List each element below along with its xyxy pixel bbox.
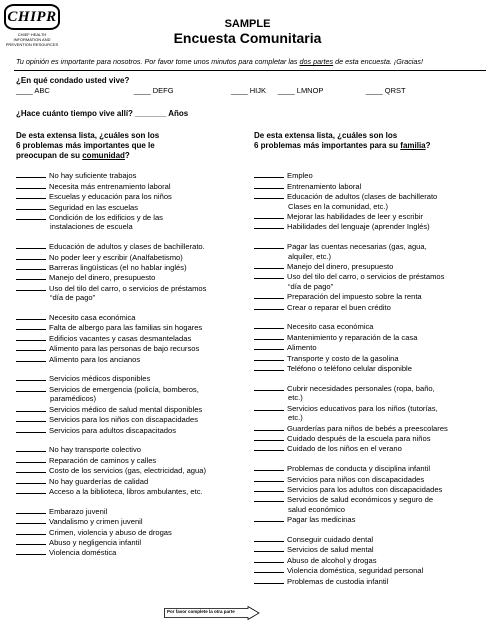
checklist-item-label: Costo de los servicios (gas, electricidad, agua): [49, 466, 207, 476]
community-checklist-item: [16, 322, 246, 332]
family-checklist-item: [254, 494, 484, 504]
family-heading-line1: De esta extensa lista, ¿cuáles son los: [254, 131, 398, 140]
checklist-item-label: Mejorar las habilidades de leer y escribir: [287, 212, 423, 222]
answer-blank[interactable]: [254, 261, 284, 269]
family-checklist-item: [254, 181, 484, 191]
logo-subtitle: CHIEF HEALTH INFORMATION AND PREVENTION RESOURCES: [5, 32, 59, 47]
checklist-item-label: salud económico: [288, 504, 345, 514]
family-checklist-item: [254, 534, 484, 544]
family-heading-line2: [254, 141, 484, 151]
community-checklist-item: [16, 465, 246, 475]
answer-blank[interactable]: [254, 433, 284, 441]
answer-blank[interactable]: [254, 555, 284, 563]
family-checklist-item: [254, 271, 484, 281]
answer-blank[interactable]: [16, 414, 46, 422]
answer-blank[interactable]: [16, 506, 46, 514]
community-checklist-item: [16, 547, 246, 557]
community-checklist-item: [16, 404, 246, 414]
community-checklist-item: [16, 312, 246, 322]
checklist-item-label: Condición de los edificios y de las: [49, 213, 163, 223]
checklist-item-label: etc.): [288, 393, 303, 403]
community-checklist-item: [16, 455, 246, 465]
answer-blank[interactable]: [254, 170, 284, 178]
checklist-item-label: Educación de adultos (clases de bachillerato: [287, 192, 438, 202]
answer-blank[interactable]: [254, 271, 284, 279]
answer-blank[interactable]: [16, 181, 46, 189]
group-spacer: [254, 312, 484, 321]
years-question: ¿Hace cuánto tiempo vive allí? _______ Años: [16, 109, 189, 118]
group-spacer: [254, 232, 484, 241]
answer-blank[interactable]: [16, 202, 46, 210]
answer-blank[interactable]: [254, 321, 284, 329]
checklist-item-label: Abuso de alcohol y drogas: [287, 555, 377, 565]
checklist-item-label: Abuso y negligencia infantil: [49, 537, 142, 547]
answer-blank[interactable]: [254, 291, 284, 299]
family-checklist-item: [254, 565, 484, 575]
checklist-item-label: instalaciones de escuela: [50, 222, 133, 232]
community-checklist-item: [16, 241, 246, 251]
answer-blank[interactable]: [254, 484, 284, 492]
checklist-item-label: Servicios médicos disponibles: [49, 374, 151, 384]
checklist-item-label: “día de pago”: [50, 293, 96, 303]
checklist-item-continuation: [16, 222, 246, 231]
community-heading-line2: 6 problemas más importantes que le: [16, 141, 155, 150]
group-spacer: [16, 303, 246, 312]
checklist-item-label: Falta de albergo para las familias sin hogares: [49, 323, 203, 333]
community-checklist-item: [16, 343, 246, 353]
family-checklist-item: [254, 321, 484, 331]
checklist-item-label: Servicios para niños con discapacidades: [287, 474, 425, 484]
checklist-item-label: Necesito casa económica: [49, 313, 136, 323]
answer-blank[interactable]: [16, 262, 46, 270]
checklist-item-label: Embarazo juvenil: [49, 506, 108, 516]
community-heading-pre: preocupan de su: [16, 151, 83, 160]
family-checklist-item: [254, 302, 484, 312]
sample-label: SAMPLE: [224, 18, 271, 30]
community-checklist-item: [16, 202, 246, 212]
checklist-item-label: Pagar las medicinas: [287, 515, 356, 525]
checklist-item-label: Servicios educativos para los niños (tutorías,: [287, 403, 438, 413]
answer-blank[interactable]: [16, 252, 46, 260]
checklist-item-label: Uso del tilo del carro, o servicios de préstamos: [49, 283, 207, 293]
county-option-abc[interactable]: ____ ABC: [16, 86, 50, 95]
community-checklist-item: [16, 212, 246, 222]
checklist-item-label: Servicios de salud económicos y seguro de: [287, 495, 434, 505]
community-checklist-item: [16, 191, 246, 201]
community-checklist-item: [16, 333, 246, 343]
answer-blank[interactable]: [254, 494, 284, 502]
checklist-item-label: Barreras lingüísticas (el no hablar inglés): [49, 263, 187, 273]
community-column: [16, 131, 246, 558]
family-checklist-item: [254, 261, 484, 271]
checklist-item-label: Alimento: [287, 343, 317, 353]
family-checklist-item: [254, 576, 484, 586]
community-checklist-item: [16, 181, 246, 191]
group-spacer: [254, 161, 484, 170]
checklist-item-label: Manejo del dinero, presupuesto: [49, 273, 156, 283]
turn-page-arrow: [164, 606, 260, 620]
checklist-item-continuation: [254, 413, 484, 422]
community-heading-underlined: comunidad: [82, 151, 125, 160]
group-spacer: [16, 496, 246, 505]
group-spacer: [254, 525, 484, 534]
answer-blank[interactable]: [254, 353, 284, 361]
county-question: ¿En qué condado usted vive?: [16, 76, 130, 85]
turn-page-text: Por favor complete la otra parte: [167, 609, 235, 614]
family-checklist-item: [254, 241, 484, 251]
family-heading-pre: 6 problemas más importantes para su: [254, 141, 401, 150]
answer-blank[interactable]: [16, 373, 46, 381]
group-spacer: [16, 161, 246, 170]
community-checklist-item: [16, 516, 246, 526]
checklist-item-label: “día de pago”: [288, 281, 334, 291]
checklist-item-label: Necesita más entrenamiento laboral: [49, 181, 171, 191]
answer-blank[interactable]: [16, 272, 46, 280]
answer-blank[interactable]: [16, 527, 46, 535]
checklist-item-label: Alimento para los ancianos: [49, 354, 141, 364]
answer-blank[interactable]: [16, 425, 46, 433]
answer-blank[interactable]: [16, 384, 46, 392]
checklist-item-continuation: [254, 202, 484, 211]
answer-blank[interactable]: [254, 474, 284, 482]
checklist-item-label: Cuidado después de la escuela para niños: [287, 433, 431, 443]
checklist-item-continuation: [16, 293, 246, 302]
checklist-item-label: Vandalismo y crimen juvenil: [49, 517, 143, 527]
family-checklist-item: [254, 342, 484, 352]
checklist-item-label: Educación de adultos y clases de bachillerato.: [49, 242, 205, 252]
checklist-item-label: Violencia doméstica: [49, 548, 117, 558]
checklist-item-continuation: [254, 252, 484, 261]
family-checklist-item: [254, 353, 484, 363]
checklist-item-label: Servicios médico de salud mental disponibles: [49, 404, 203, 414]
checklist-item-label: No hay guarderías de calidad: [49, 476, 149, 486]
family-checklist-item: [254, 433, 484, 443]
checklist-item-label: Empleo: [287, 171, 313, 181]
checklist-item-label: Uso del tilo del carro, o servicios de préstamos: [287, 272, 445, 282]
checklist-item-label: No poder leer y escribir (Analfabetismo): [49, 252, 183, 262]
checklist-item-continuation: [254, 282, 484, 291]
answer-blank[interactable]: [16, 537, 46, 545]
answer-blank[interactable]: [254, 332, 284, 340]
community-checklist-item: [16, 170, 246, 180]
answer-blank[interactable]: [254, 241, 284, 249]
group-spacer: [16, 232, 246, 241]
family-checklist-item: [254, 544, 484, 554]
community-checklist-item: [16, 283, 246, 293]
checklist-item-label: Edificios vacantes y casas desmanteladas: [49, 333, 192, 343]
answer-blank[interactable]: [16, 404, 46, 412]
checklist-item-label: Habilidades del lenguaje (aprender Inglés): [287, 222, 430, 232]
community-checklist-item: [16, 425, 246, 435]
intro-underlined: dos partes: [299, 57, 334, 66]
checklist-item-label: Alimento para las personas de bajo recursos: [49, 344, 200, 354]
community-heading-post: ?: [124, 151, 130, 160]
county-option-hijk[interactable]: ____ HIJK: [231, 86, 267, 95]
answer-blank[interactable]: [16, 476, 46, 484]
checklist-item-label: No hay suficiente trabajos: [49, 171, 137, 181]
group-spacer: [16, 435, 246, 444]
community-checklist-item: [16, 537, 246, 547]
county-option-defg[interactable]: ____ DEFG: [134, 86, 174, 95]
checklist-item-label: Conseguir cuidado dental: [287, 534, 374, 544]
checklist-item-label: Servicios de emergencia (policía, bomberos,: [49, 384, 199, 394]
checklist-item-label: paramédicos): [50, 394, 97, 404]
checklist-item-label: Pagar las cuentas necesarias (gas, agua,: [287, 242, 427, 252]
community-checklist-item: [16, 354, 246, 364]
family-checklist-item: [254, 474, 484, 484]
community-checklist-item: [16, 414, 246, 424]
family-checklist-item: [254, 403, 484, 413]
answer-blank[interactable]: [254, 342, 284, 350]
checklist-item-label: Cubrir necesidades personales (ropa, baño,: [287, 383, 435, 393]
checklist-item-label: Problemas de custodia infantil: [287, 576, 389, 586]
answer-blank[interactable]: [16, 333, 46, 341]
checklist-item-label: Escuelas y educación para los niños: [49, 192, 172, 202]
answer-blank[interactable]: [254, 544, 284, 552]
answer-blank[interactable]: [16, 354, 46, 362]
family-checklist-item: [254, 555, 484, 565]
checklist-item-label: Preparación del impuesto sobre la renta: [287, 292, 422, 302]
answer-blank[interactable]: [16, 343, 46, 351]
answer-blank[interactable]: [254, 211, 284, 219]
group-spacer: [16, 364, 246, 373]
answer-blank[interactable]: [16, 283, 46, 291]
checklist-item-continuation: [254, 393, 484, 402]
community-checklist-item: [16, 272, 246, 282]
family-checklist-item: [254, 463, 484, 473]
county-option-qrst[interactable]: ____ QRST: [366, 86, 406, 95]
family-heading: [254, 131, 484, 161]
community-heading: [16, 131, 246, 161]
answer-blank[interactable]: [16, 444, 46, 452]
checklist-item-label: Servicios para los adultos con discapacidades: [287, 484, 443, 494]
answer-blank[interactable]: [16, 455, 46, 463]
answer-blank[interactable]: [254, 221, 284, 229]
answer-blank[interactable]: [254, 181, 284, 189]
answer-blank[interactable]: [254, 403, 284, 411]
answer-blank[interactable]: [16, 547, 46, 555]
checklist-item-continuation: [254, 505, 484, 514]
checklist-item-label: Seguridad en las escuelas: [49, 202, 139, 212]
answer-blank[interactable]: [254, 423, 284, 431]
answer-blank[interactable]: [254, 534, 284, 542]
checklist-item-label: Guarderías para niños de bebés a preescolares: [287, 423, 448, 433]
answer-blank[interactable]: [254, 576, 284, 584]
community-heading-line1: De esta extensa lista, ¿cuáles son los: [16, 131, 160, 140]
group-spacer: [254, 454, 484, 463]
checklist-item-label: Entrenamiento laboral: [287, 181, 362, 191]
family-checklist-item: [254, 363, 484, 373]
checklist-item-label: Crimen, violencia y abuso de drogas: [49, 527, 172, 537]
checklist-item-label: etc.): [288, 413, 303, 423]
family-checklist-item: [254, 514, 484, 524]
answer-blank[interactable]: [254, 363, 284, 371]
community-checklist-item: [16, 262, 246, 272]
answer-blank[interactable]: [16, 516, 46, 524]
checklist-item-label: Transporte y costo de la gasolina: [287, 353, 399, 363]
checklist-item-label: Violencia doméstica, seguridad personal: [287, 566, 424, 576]
answer-blank[interactable]: [16, 170, 46, 178]
checklist-item-label: Reparación de caminos y calles: [49, 455, 157, 465]
answer-blank[interactable]: [254, 383, 284, 391]
community-checklist-item: [16, 384, 246, 394]
checklist-item-label: Crear o reparar el buen crédito: [287, 302, 391, 312]
answer-blank[interactable]: [254, 191, 284, 199]
divider: [14, 70, 486, 71]
answer-blank[interactable]: [16, 312, 46, 320]
family-checklist-item: [254, 443, 484, 453]
logo-wordmark: CHIPR: [4, 4, 60, 30]
intro-part2: de esta encuesta. ¡Gracias!: [333, 57, 423, 66]
page-title: Encuesta Comunitaria: [173, 30, 322, 46]
county-option-lmnop[interactable]: ____ LMNOP: [278, 86, 324, 95]
answer-blank[interactable]: [254, 302, 284, 310]
community-checklist-item: [16, 506, 246, 516]
community-checklist-item: [16, 527, 246, 537]
answer-blank[interactable]: [254, 514, 284, 522]
family-checklist-item: [254, 291, 484, 301]
family-checklist-item: [254, 191, 484, 201]
answer-blank[interactable]: [16, 212, 46, 220]
community-checklist-item: [16, 252, 246, 262]
answer-blank[interactable]: [254, 565, 284, 573]
community-checklist-item: [16, 373, 246, 383]
family-heading-post: ?: [425, 141, 431, 150]
answer-blank[interactable]: [254, 463, 284, 471]
community-checklist-item: [16, 476, 246, 486]
checklist-item-continuation: [16, 394, 246, 403]
community-heading-line3: [16, 151, 246, 161]
family-heading-underlined: familia: [400, 141, 426, 150]
answer-blank[interactable]: [16, 486, 46, 494]
family-column: [254, 131, 484, 586]
checklist-item-label: Teléfono o teléfono celular disponible: [287, 364, 412, 374]
checklist-item-label: Problemas de conducta y disciplina infantil: [287, 464, 431, 474]
intro-part1: Tu opinión es importante para nosotros. Por favor tome unos minutos para completar las: [16, 57, 300, 66]
family-checklist-item: [254, 383, 484, 393]
family-checklist-item: [254, 332, 484, 342]
checklist-item-label: Servicios para los niños con discapacidades: [49, 415, 199, 425]
community-checklist-item: [16, 486, 246, 496]
checklist-item-label: alquiler, etc.): [288, 251, 332, 261]
intro-text: [16, 57, 486, 66]
checklist-item-label: Servicios de salud mental: [287, 545, 374, 555]
checklist-item-label: Clases en la comunidad, etc.): [288, 201, 389, 211]
checklist-item-label: Servicios para adultos discapacitados: [49, 425, 177, 435]
family-checklist-item: [254, 484, 484, 494]
community-checklist-item: [16, 444, 246, 454]
checklist-item-label: Acceso a la biblioteca, libros ambulantes, etc.: [49, 486, 203, 496]
checklist-item-label: Cuidado de los niños en el verano: [287, 444, 402, 454]
family-checklist-item: [254, 211, 484, 221]
checklist-item-label: Manejo del dinero, presupuesto: [287, 262, 394, 272]
checklist-item-label: Mantenimiento y reparación de la casa: [287, 332, 418, 342]
answer-blank[interactable]: [16, 241, 46, 249]
group-spacer: [254, 373, 484, 382]
family-checklist-item: [254, 221, 484, 231]
answer-blank[interactable]: [16, 465, 46, 473]
checklist-item-label: No hay transporte colectivo: [49, 445, 142, 455]
answer-blank[interactable]: [16, 191, 46, 199]
answer-blank[interactable]: [254, 443, 284, 451]
family-checklist-item: [254, 170, 484, 180]
answer-blank[interactable]: [16, 322, 46, 330]
family-checklist-item: [254, 423, 484, 433]
checklist-item-label: Necesito casa económica: [287, 322, 374, 332]
